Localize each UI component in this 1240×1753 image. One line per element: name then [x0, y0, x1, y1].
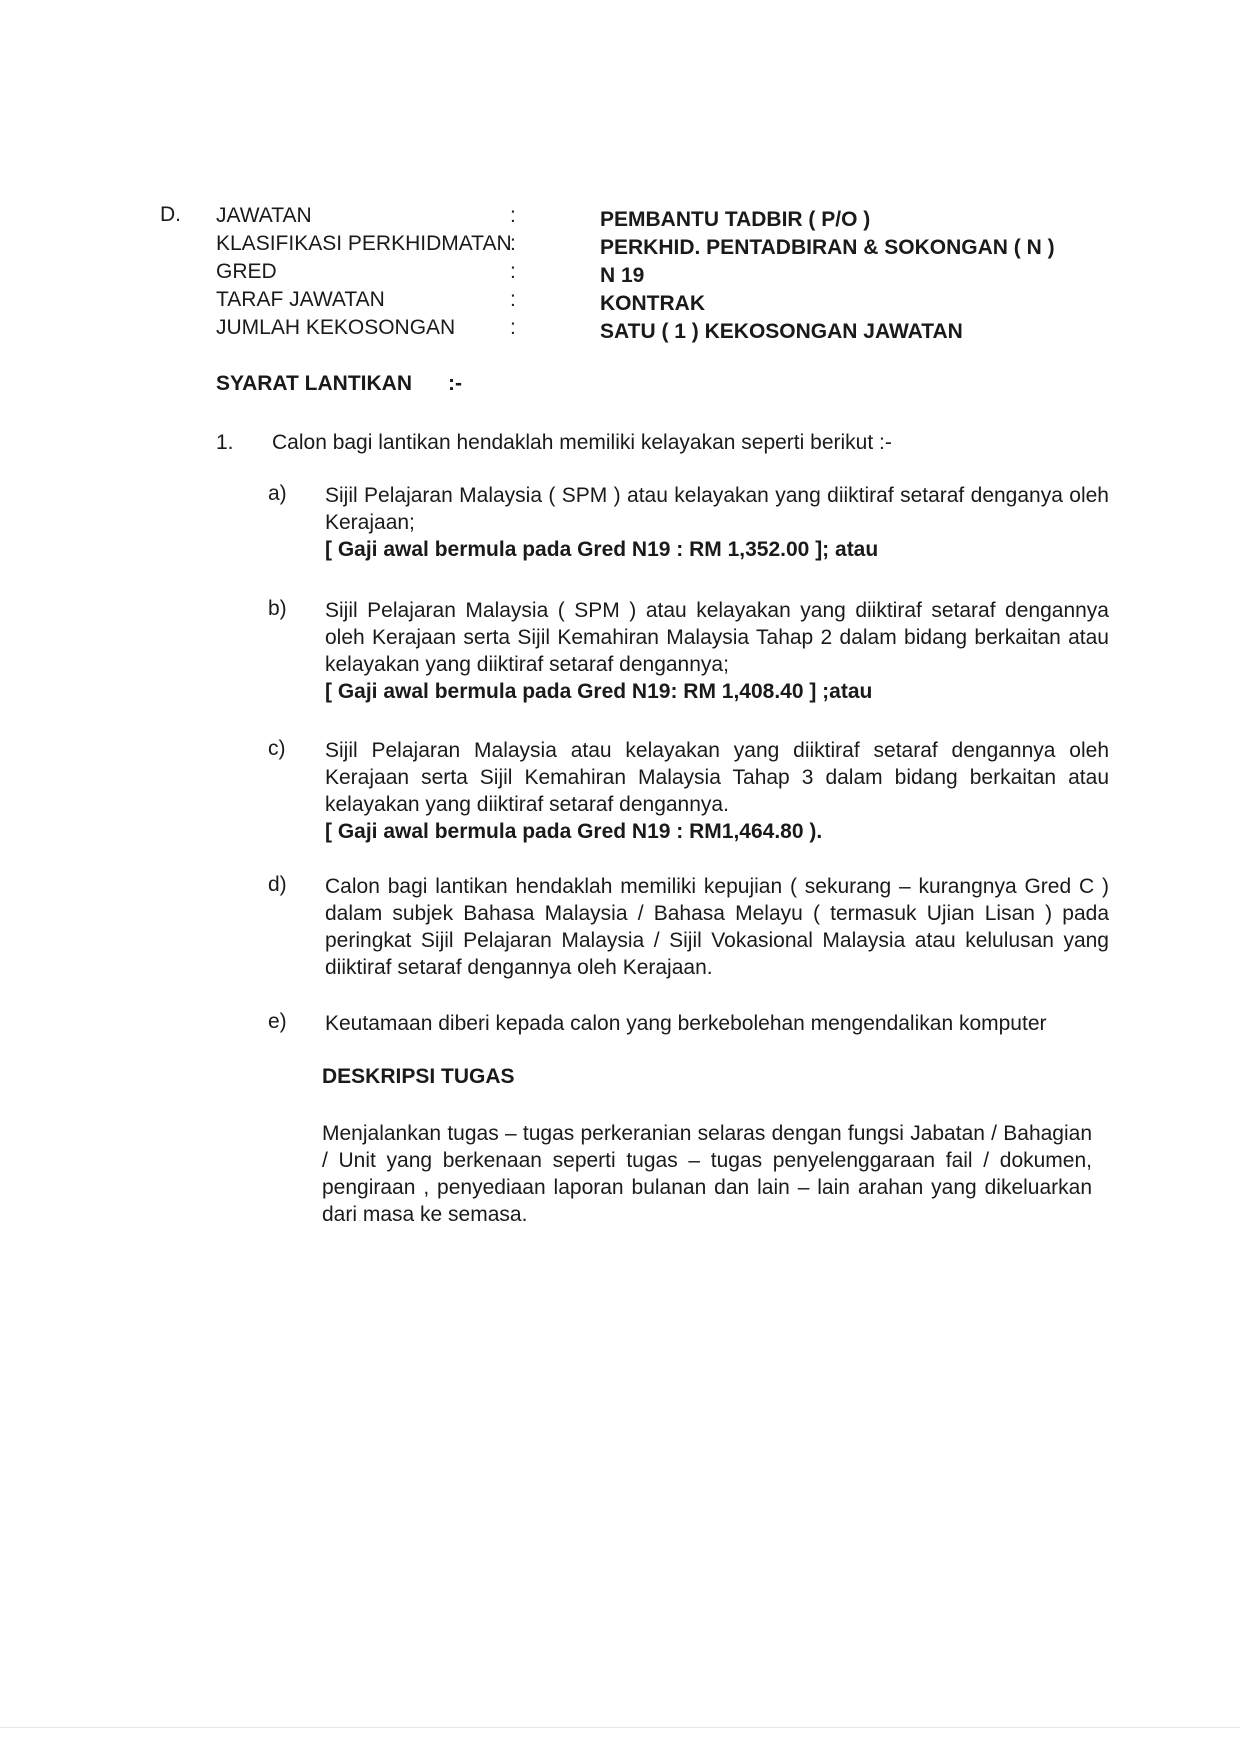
info-colon: :	[510, 260, 516, 283]
sub-item-letter: e)	[268, 1010, 287, 1033]
info-colon: :	[510, 204, 516, 227]
salary-note: [ Gaji awal bermula pada Gred N19 : RM1,464.80 ).	[325, 820, 823, 843]
sub-item-text: Sijil Pelajaran Malaysia atau kelayakan yang diiktiraf setaraf dengannya oleh Kerajaan serta Sijil Kemahiran Malaysia Tahap 3 dalam bidang berkaitan atau kelayakan yang diiktiraf setaraf dengannya.	[325, 739, 1109, 816]
info-value: KONTRAK	[600, 292, 705, 315]
sub-item-text: Sijil Pelajaran Malaysia ( SPM ) atau kelayakan yang diiktiraf setaraf dengannya oleh Kerajaan serta Sijil Kemahiran Malaysia Tahap 2 dalam bidang berkaitan atau kelayakan yang diiktiraf setaraf dengannya;	[325, 599, 1109, 676]
syarat-heading: SYARAT LANTIKAN	[216, 372, 413, 395]
sub-item-body	[325, 597, 1109, 705]
sub-item-letter: a)	[268, 482, 287, 505]
sub-item-letter: d)	[268, 873, 287, 896]
sub-item-body	[325, 873, 1109, 981]
sub-item-body	[325, 1010, 1109, 1037]
info-colon: :	[510, 288, 516, 311]
sub-item-body	[325, 737, 1109, 845]
salary-note: [ Gaji awal bermula pada Gred N19: RM 1,408.40 ] ;atau	[325, 680, 873, 703]
info-value: PEMBANTU TADBIR ( P/O )	[600, 208, 871, 231]
info-value: PERKHID. PENTADBIRAN & SOKONGAN ( N )	[600, 236, 1055, 259]
sub-item-text: Sijil Pelajaran Malaysia ( SPM ) atau kelayakan yang diiktiraf setaraf denganya oleh Kerajaan;	[325, 484, 1109, 534]
info-colon: :	[510, 232, 516, 255]
info-value: N 19	[600, 264, 645, 287]
salary-note: [ Gaji awal bermula pada Gred N19 : RM 1,352.00 ]; atau	[325, 538, 879, 561]
info-value: SATU ( 1 ) KEKOSONGAN JAWATAN	[600, 320, 963, 343]
item-text: Calon bagi lantikan hendaklah memiliki kelayakan seperti berikut :-	[272, 431, 892, 454]
info-label: JUMLAH KEKOSONGAN	[216, 316, 456, 339]
info-colon: :	[510, 316, 516, 339]
syarat-colon: :-	[448, 372, 462, 395]
sub-item-letter: b)	[268, 597, 287, 620]
sub-item-body	[325, 482, 1109, 563]
sub-item-text: Keutamaan diberi kepada calon yang berkebolehan mengendalikan komputer	[325, 1012, 1047, 1035]
item-number: 1.	[216, 431, 234, 454]
sub-item-letter: c)	[268, 737, 286, 760]
sub-item-text: Calon bagi lantikan hendaklah memiliki kepujian ( sekurang – kurangnya Gred C ) dalam subjek Bahasa Malaysia / Bahasa Melayu ( termasuk Ujian Lisan ) pada peringkat Sijil Pelajaran Malaysia / Sijil Vokasional Malaysia atau kelulusan yang diiktiraf setaraf dengannya oleh Kerajaan.	[325, 875, 1109, 979]
info-label: TARAF JAWATAN	[216, 288, 385, 311]
info-label: JAWATAN	[216, 204, 312, 227]
deskripsi-heading: DESKRIPSI TUGAS	[322, 1065, 515, 1088]
info-label: GRED	[216, 260, 277, 283]
section-letter: D.	[160, 203, 181, 226]
deskripsi-body: Menjalankan tugas – tugas perkeranian selaras dengan fungsi Jabatan / Bahagian / Unit yang berkenaan seperti tugas – tugas penyelenggaraan fail / dokumen, pengiraan , penyediaan laporan bulanan dan lain – lain arahan yang dikeluarkan dari masa ke semasa.	[322, 1122, 1092, 1226]
page-divider	[0, 1727, 1240, 1728]
info-label: KLASIFIKASI PERKHIDMATAN	[216, 232, 512, 255]
